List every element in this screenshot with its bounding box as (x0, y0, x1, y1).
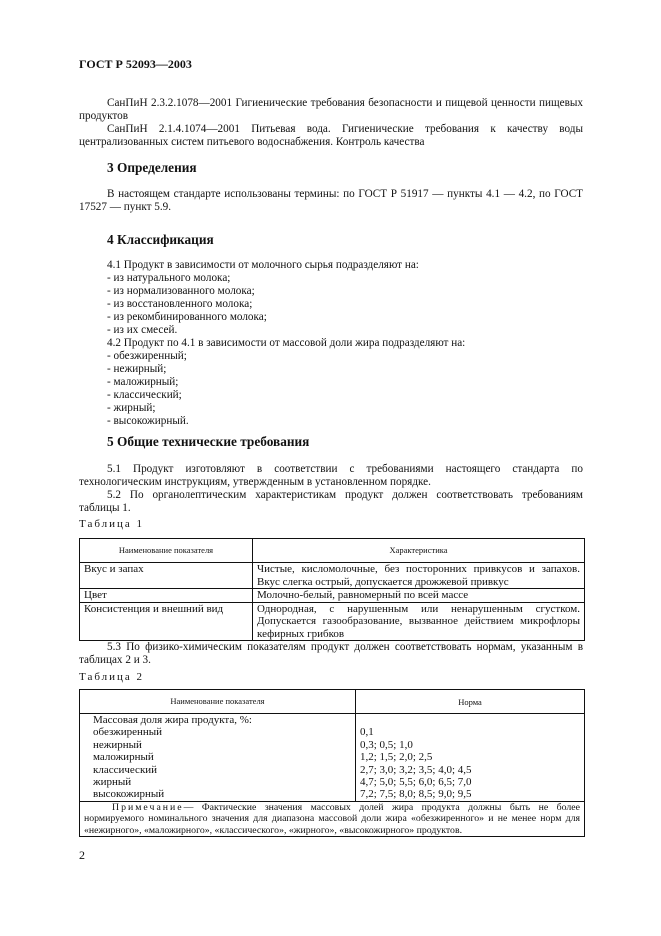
list-item: - нежирный; (107, 363, 167, 375)
table-cell-name: жирный (93, 776, 132, 789)
table-cell-value: Однородная, с нарушенным или ненарушенным сгустком. Допускается газообразование, вызванное действием микрофлоры кефирных грибков (253, 602, 585, 641)
reference-sanpin-1078: СанПиН 2.3.2.1078—2001 Гигиенические требования безопасности и пищевой ценности пищевых продуктов (79, 97, 583, 122)
table-1-header-value: Характеристика (253, 539, 585, 563)
table-cell-name: Консистенция и внешний вид (80, 602, 253, 641)
list-item: - из нормализованного молока; (107, 285, 255, 297)
page-number: 2 (79, 848, 85, 862)
table-cell-value: 1,2; 1,5; 2,0; 2,5 (360, 751, 433, 764)
table-cell-value: Чистые, кисломолочные, без посторонних привкусов и запахов. Вкус слегка острый, допускается дрожжевой привкус (253, 563, 585, 589)
clause-4-2-intro: 4.2 Продукт по 4.1 в зависимости от массовой доли жира подразделяют на: (107, 337, 466, 349)
table-header-row (80, 539, 585, 563)
table-2-header-name: Наименование показателя (80, 690, 356, 714)
table-row (80, 589, 585, 603)
list-item: - маложирный; (107, 376, 179, 388)
list-item: - из рекомбинированного молока; (107, 311, 267, 323)
table-row (80, 563, 585, 589)
table-1-header-name: Наименование показателя (80, 539, 253, 563)
table-2-note (80, 801, 585, 837)
note-label: Примечание (112, 801, 184, 813)
list-item: - жирный; (107, 402, 156, 414)
group-label: Массовая доля жира продукта, %: (93, 714, 252, 726)
table-2 (79, 689, 585, 837)
table-cell-name: нежирный (93, 738, 142, 751)
list-item: - из восстановленного молока; (107, 298, 253, 310)
table-cell-name: классический (93, 763, 158, 776)
section-5-title: 5 Общие технические требования (107, 434, 310, 449)
table-cell-value: 2,7; 3,0; 3,2; 3,5; 4,0; 4,5 (360, 763, 472, 776)
note-text: — Фактические значения массовых долей жира продукта должны быть не более нормируемого номинального значения для диапазона массовой доли жира «обезжиренного» и не менее норм для «нежирного», «маложирного», «классического», «жирного», «высокожирного» продуктов. (84, 801, 580, 836)
table-2-values (356, 714, 585, 802)
table-2-names (80, 714, 356, 802)
list-item: - из их смесей. (107, 324, 178, 336)
reference-sanpin-1074: СанПиН 2.1.4.1074—2001 Питьевая вода. Гигиенические требования к качеству воды централизованных систем питьевого водоснабжения. Контроль качества (79, 123, 583, 148)
list-item: - высокожирный. (107, 415, 189, 427)
section-4-title: 4 Классификация (107, 232, 214, 247)
list-item: - классический; (107, 389, 182, 401)
table-1 (79, 538, 585, 641)
table-1-caption: Таблица 1 (79, 518, 145, 530)
table-row (80, 714, 585, 802)
table-cell-name: маложирный (93, 751, 154, 764)
section-3-title: 3 Определения (107, 160, 197, 175)
document-header: ГОСТ Р 52093—2003 (79, 57, 192, 71)
table-cell-value: 0,3; 0,5; 1,0 (360, 738, 413, 751)
clause-4-1-intro: 4.1 Продукт в зависимости от молочного сырья подразделяют на: (107, 259, 419, 271)
table-header-row (80, 690, 585, 714)
table-cell-value: 7,2; 7,5; 8,0; 8,5; 9,0; 9,5 (360, 788, 472, 801)
table-row (80, 602, 585, 641)
list-item: - из натурального молока; (107, 272, 231, 284)
table-cell-name: Вкус и запах (80, 563, 253, 589)
table-cell-name: Цвет (80, 589, 253, 603)
table-cell-value: Молочно-белый, равномерный по всей массе (253, 589, 585, 603)
list-item: - обезжиренный; (107, 350, 187, 362)
table-note-row (80, 801, 585, 837)
clause-5-1: 5.1 Продукт изготовляют в соответствии с требованиями настоящего стандарта по технологическим инструкциям, утвержденным в установленном порядке. (79, 463, 583, 488)
clause-5-2: 5.2 По органолептическим характеристикам продукт должен соответствовать требованиям таблицы 1. (79, 489, 583, 514)
table-cell-name: высокожирный (93, 788, 165, 801)
table-2-caption: Таблица 2 (79, 671, 145, 683)
section-3-text: В настоящем стандарте использованы термины: по ГОСТ Р 51917 — пункты 4.1 — 4.2, по ГОСТ 17527 — пункт 5.9. (79, 188, 583, 213)
section-4-list (107, 259, 577, 428)
table-2-header-value: Норма (356, 690, 585, 714)
table-cell-value: 4,7; 5,0; 5,5; 6,0; 6,5; 7,0 (360, 776, 472, 789)
table-cell-value: 0,1 (360, 726, 374, 739)
table-cell-name: обезжиренный (93, 726, 163, 739)
clause-5-3: 5.3 По физико-химическим показателям продукт должен соответствовать нормам, указанным в таблицах 2 и 3. (79, 641, 583, 666)
